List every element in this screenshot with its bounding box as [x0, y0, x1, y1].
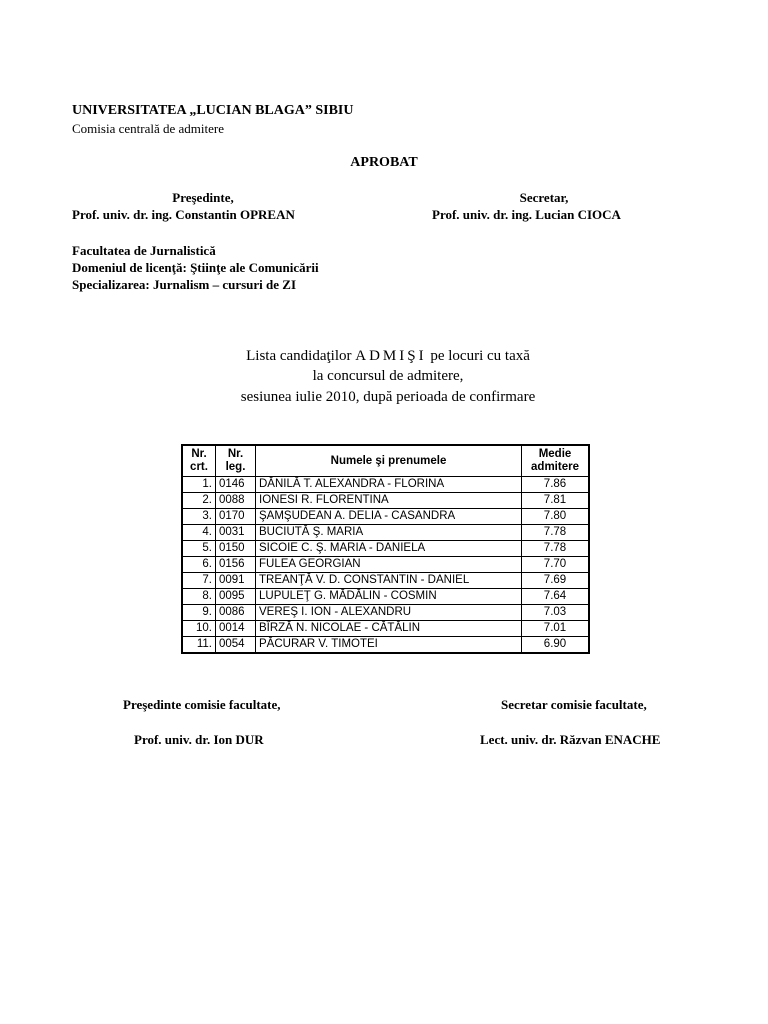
row-number: 10.	[182, 621, 216, 637]
row-name: PĂCURAR V. TIMOTEI	[256, 637, 522, 654]
header-nr-crt: Nr. crt.	[182, 445, 216, 477]
table-header-row	[182, 445, 589, 477]
table-row	[182, 637, 589, 654]
title-prefix: Lista candidaţilor	[246, 348, 356, 364]
president-name: Prof. univ. dr. ing. Constantin OPREAN	[72, 207, 295, 222]
table-row	[182, 557, 589, 573]
table-row	[182, 493, 589, 509]
specialization-name: Specializarea: Jurnalism – cursuri de ZI	[72, 277, 297, 292]
title-suffix: pe locuri cu taxă	[426, 348, 530, 364]
row-legitimation: 0150	[216, 541, 256, 557]
table-row	[182, 525, 589, 541]
row-number: 3.	[182, 509, 216, 525]
row-legitimation: 0088	[216, 493, 256, 509]
row-name: DĂNILĂ T. ALEXANDRA - FLORINA	[256, 477, 522, 493]
header-average: Medie admitere	[522, 445, 590, 477]
row-average: 7.81	[522, 493, 590, 509]
row-number: 7.	[182, 573, 216, 589]
domain-name: Domeniul de licenţă: Ştiinţe ale Comunicării	[72, 260, 319, 275]
row-name: BÎRZĂ N. NICOLAE - CĂTĂLIN	[256, 621, 522, 637]
row-legitimation: 0014	[216, 621, 256, 637]
row-legitimation: 0095	[216, 589, 256, 605]
title-admitted-word: ADMIŞI	[355, 348, 427, 364]
row-number: 9.	[182, 605, 216, 621]
row-number: 6.	[182, 557, 216, 573]
row-number: 8.	[182, 589, 216, 605]
row-number: 5.	[182, 541, 216, 557]
table-row	[182, 509, 589, 525]
admitted-candidates-table	[181, 444, 590, 654]
row-number: 1.	[182, 477, 216, 493]
faculty-secretary-name: Lect. univ. dr. Răzvan ENACHE	[480, 732, 661, 747]
row-name: SICOIE C. Ş. MARIA - DANIELA	[256, 541, 522, 557]
row-name: FULEA GEORGIAN	[256, 557, 522, 573]
row-name: VEREŞ I. ION - ALEXANDRU	[256, 605, 522, 621]
row-name: TREANŢĂ V. D. CONSTANTIN - DANIEL	[256, 573, 522, 589]
row-legitimation: 0086	[216, 605, 256, 621]
table-row	[182, 541, 589, 557]
secretary-name: Prof. univ. dr. ing. Lucian CIOCA	[432, 207, 621, 222]
table-row	[182, 621, 589, 637]
faculty-president-name: Prof. univ. dr. Ion DUR	[134, 732, 264, 747]
faculty-secretary-role: Secretar comisie facultate,	[501, 697, 647, 712]
row-legitimation: 0156	[216, 557, 256, 573]
header-name: Numele şi prenumele	[256, 445, 522, 477]
table-row	[182, 605, 589, 621]
row-legitimation: 0091	[216, 573, 256, 589]
header-nr-leg: Nr. leg.	[216, 445, 256, 477]
row-legitimation: 0031	[216, 525, 256, 541]
row-average: 7.78	[522, 541, 590, 557]
row-legitimation: 0170	[216, 509, 256, 525]
row-legitimation: 0054	[216, 637, 256, 654]
row-average: 7.64	[522, 589, 590, 605]
approved-heading: APROBAT	[350, 155, 418, 170]
faculty-name: Facultatea de Jurnalistică	[72, 243, 216, 258]
row-average: 7.86	[522, 477, 590, 493]
row-number: 4.	[182, 525, 216, 541]
row-legitimation: 0146	[216, 477, 256, 493]
list-title-line3: sesiunea iulie 2010, după perioada de confirmare	[240, 389, 536, 405]
row-average: 6.90	[522, 637, 590, 654]
row-average: 7.69	[522, 573, 590, 589]
university-name: UNIVERSITATEA „LUCIAN BLAGA” SIBIU	[72, 103, 354, 118]
row-average: 7.01	[522, 621, 590, 637]
faculty-president-role: Preşedinte comisie facultate,	[123, 697, 281, 712]
row-name: LUPULEŢ G. MĂDĂLIN - COSMIN	[256, 589, 522, 605]
president-role: Preşedinte,	[172, 190, 234, 205]
row-average: 7.78	[522, 525, 590, 541]
list-title-line2: la concursul de admitere,	[312, 368, 464, 384]
row-average: 7.70	[522, 557, 590, 573]
row-average: 7.03	[522, 605, 590, 621]
row-name: ŞAMŞUDEAN A. DELIA - CASANDRA	[256, 509, 522, 525]
table-row	[182, 477, 589, 493]
table-row	[182, 589, 589, 605]
row-average: 7.80	[522, 509, 590, 525]
row-number: 11.	[182, 637, 216, 654]
list-title-line1	[0, 347, 768, 366]
row-name: IONESI R. FLORENTINA	[256, 493, 522, 509]
secretary-role: Secretar,	[519, 190, 569, 205]
row-number: 2.	[182, 493, 216, 509]
row-name: BUCIUTĂ Ş. MARIA	[256, 525, 522, 541]
table-row	[182, 573, 589, 589]
commission-name: Comisia centrală de admitere	[72, 121, 224, 136]
